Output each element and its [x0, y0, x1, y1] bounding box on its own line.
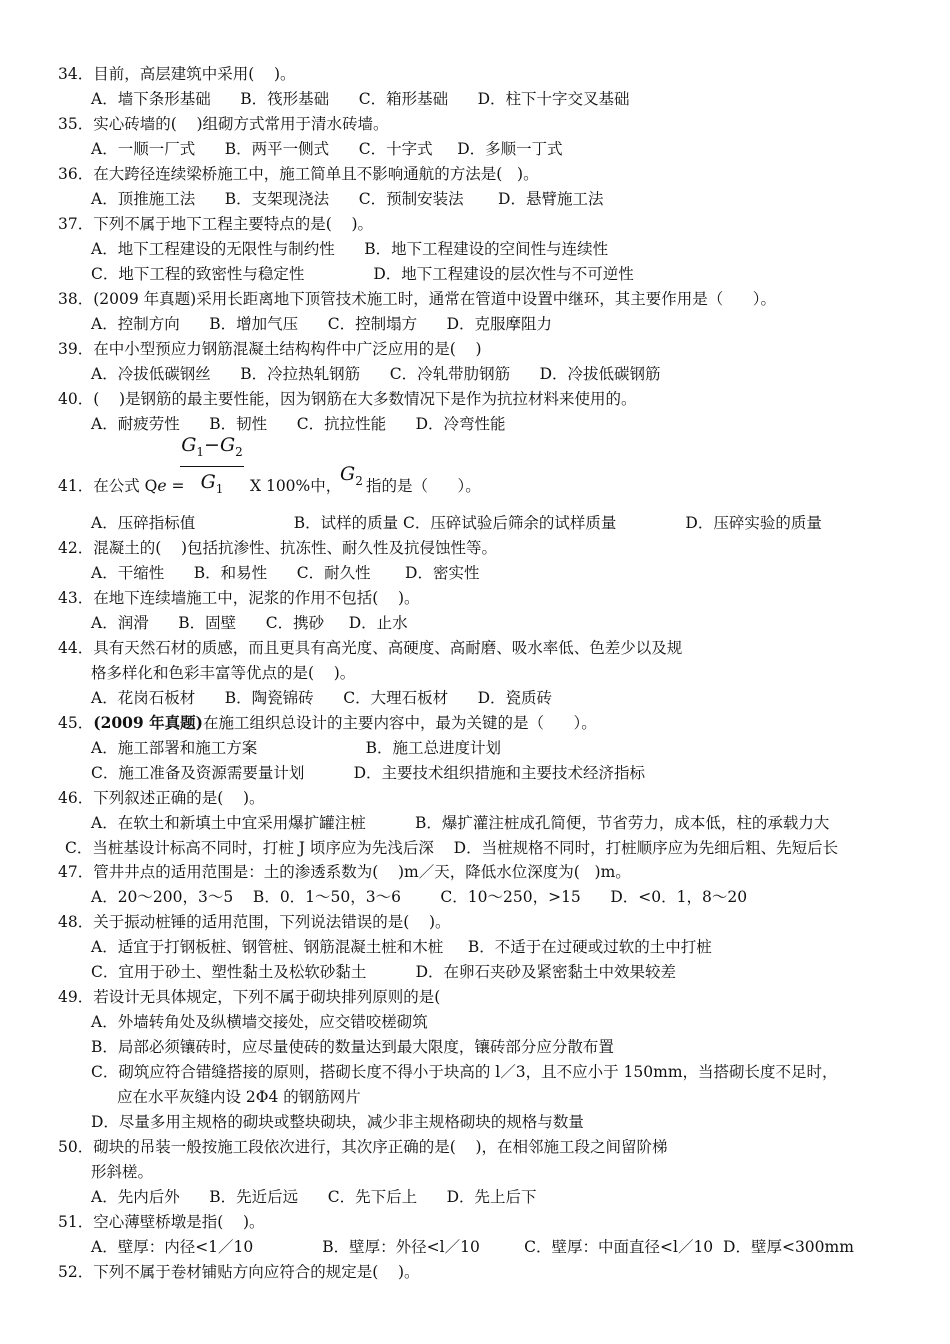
formula-g2: $G_2$ — [340, 463, 363, 488]
option-line: A．外墙转角处及纵横墙交接处，应交错咬槎砌筑 — [91, 1013, 428, 1031]
option-line: A．先内后外 B．先近后远 C．先下后上 D．先上后下 — [91, 1188, 537, 1206]
question-line: 39．在中小型预应力钢筋混凝土结构构件中广泛应用的是( ) — [58, 340, 482, 358]
option-line: A．润滑 B．固壁 C．携砂 D．止水 — [91, 614, 408, 632]
option-line: A．壁厚：内径<1／10 B．壁厚：外径<l／10 C．壁厚：中面直径<l／10 D．壁厚<300mm — [91, 1238, 854, 1256]
question-line: 37．下列不属于地下工程主要特点的是( )。 — [58, 215, 374, 233]
option-line: A．控制方向 B．增加气压 C．控制塌方 D．克服摩阻力 — [91, 315, 553, 333]
option-line: 应在水平灰缝内设 2Φ4 的钢筋网片 — [117, 1088, 361, 1106]
question-line: 36．在大跨径连续梁桥施工中，施工简单且不影响通航的方法是( )。 — [58, 165, 539, 183]
question-line: 38．(2009 年真题)采用长距离地下顶管技术施工时，通常在管道中设置中继环，其主要作用是（ ）。 — [58, 290, 777, 308]
question-line: 50．砌块的吊装一般按施工段依次进行，其次序正确的是( )，在相邻施工段之间留阶梯 — [58, 1138, 668, 1156]
option-line: B．局部必须镶砖时，应尽量使砖的数量达到最大限度，镶砖部分应分散布置 — [91, 1038, 614, 1056]
option-line: C．宜用于砂土、塑性黏土及松软砂黏土 D．在卵石夹砂及紧密黏土中效果较差 — [91, 963, 677, 981]
option-line: A．在软土和新填土中宜采用爆扩罐注桩 B．爆扩灌注桩成孔简便，节省劳力，成本低，柱的承载力大 — [91, 814, 830, 832]
option-line: A．墙下条形基础 B．筏形基础 C．箱形基础 D．柱下十字交叉基础 — [91, 90, 630, 108]
question-line: 40．( )是钢筋的最主要性能，因为钢筋在大多数情况下是作为抗拉材料来使用的。 — [58, 390, 637, 408]
formula-suffix: X 100%中， — [250, 477, 342, 495]
option-line: C．当桩基设计标高不同时，打桩 J 顷序应为先浅后深 D．当桩规格不同时，打桩顺序应为先细后粗、先短后长 — [65, 839, 839, 857]
option-line: C．砌筑应符合错缝搭接的原则，搭砌长度不得小于块高的 l／3，且不应小于 150mm，当搭砌长度不足时， — [91, 1063, 838, 1081]
option-line: 形斜槎。 — [91, 1163, 154, 1181]
question-41-tail: 指的是（ ）。 — [366, 477, 481, 495]
option-line: A．适宜于打钢板桩、钢管桩、钢筋混凝土桩和木桩 B．不适于在过硬或过软的土中打桩 — [91, 938, 712, 956]
question-line: 52．下列不属于卷材铺贴方向应符合的规定是( )。 — [58, 1263, 420, 1281]
option-line: A．20～200，3～5 B．0．1～50，3～6 C．10～250，>15 D．<0．1，8～20 — [91, 888, 748, 906]
option-line: A．冷拔低碳钢丝 B．冷拉热轧钢筋 C．冷轧带肋钢筋 D．冷拔低碳钢筋 — [91, 365, 661, 383]
option-line: A．地下工程建设的无限性与制约性 B．地下工程建设的空间性与连续性 — [91, 240, 609, 258]
question-line: 51．空心薄壁桥墩是指( )。 — [58, 1213, 265, 1231]
option-line: A．压碎指标值 B．试样的质量 C．压碎试验后筛余的试样质量 D．压碎实验的质量 — [91, 514, 822, 532]
fraction-numerator: $G_1-G_2$ — [181, 434, 243, 459]
question-line: 35．实心砖墙的( )组砌方式常用于清水砖墙。 — [58, 115, 389, 133]
question-41-text: 41．在公式 Qe = — [58, 477, 185, 495]
question-line: 42．混凝土的( )包括抗渗性、抗冻性、耐久性及抗侵蚀性等。 — [58, 539, 498, 557]
option-line: A．一顺一厂式 B．两平一侧式 C．十字式 D．多顺一丁式 — [91, 140, 563, 158]
option-line: A．耐疲劳性 B．韧性 C．抗拉性能 D．冷弯性能 — [91, 415, 506, 433]
option-line: 格多样化和色彩丰富等优点的是( )。 — [91, 664, 356, 682]
question-line: 47．管井井点的适用范围是：土的渗透系数为( )m／天，降低水位深度为( )m。 — [58, 863, 631, 881]
option-line: A．顶推施工法 B．支架现浇法 C．预制安装法 D．悬臂施工法 — [91, 190, 604, 208]
option-line: A．花岗石板材 B．陶瓷锦砖 C．大理石板材 D．瓷质砖 — [91, 689, 553, 707]
question-line: 34．目前，高层建筑中采用( )。 — [58, 65, 296, 83]
option-line: A．干缩性 B．和易性 C．耐久性 D．密实性 — [91, 564, 480, 582]
option-line: C．地下工程的致密性与稳定性 D．地下工程建设的层次性与不可逆性 — [91, 265, 634, 283]
option-line: A．施工部署和施工方案 B．施工总进度计划 — [91, 739, 501, 757]
question-line: 43．在地下连续墙施工中，泥浆的作用不包括( )。 — [58, 589, 420, 607]
option-line: D．尽量多用主规格的砌块或整块砌块，减少非主规格砌块的规格与数量 — [91, 1113, 584, 1131]
question-line: 49．若设计无具体规定，下列不属于砌块排列原则的是( — [58, 988, 441, 1006]
question-line: 46．下列叙述正确的是( )。 — [58, 789, 265, 807]
question-line: 44．具有天然石材的质感，而且更具有高光度、高硬度、高耐磨、吸水率低、色差少以及规 — [58, 639, 683, 657]
fraction-denominator: $G_1$ — [200, 470, 224, 496]
question-45-text: 45．(2009 年真题)在施工组织总设计的主要内容中，最为关键的是（ ）。 — [58, 713, 597, 732]
formula-fraction — [180, 432, 244, 501]
option-line: C．施工准备及资源需要量计划 D．主要技术组织措施和主要技术经济指标 — [91, 764, 646, 782]
question-line: 48．关于振动桩锤的适用范围，下列说法错误的是( )。 — [58, 913, 451, 931]
fraction-bar — [180, 466, 244, 467]
